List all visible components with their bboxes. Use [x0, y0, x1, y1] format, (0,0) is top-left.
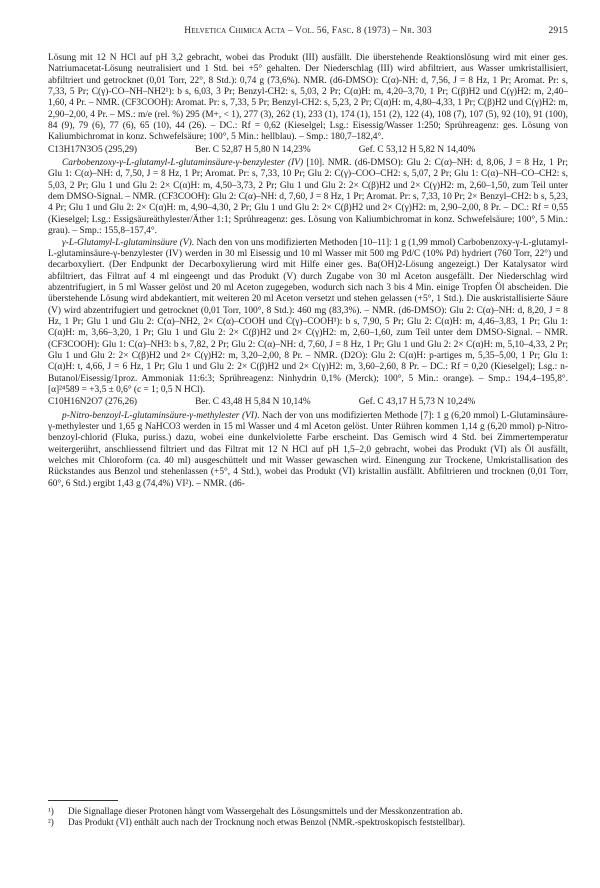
compound-title-v: γ-L-Glutamyl-L-glutaminsäure (V): [62, 237, 192, 248]
footnote-rule: [48, 800, 118, 801]
found-values: Gef. C 53,12 H 5,82 N 14,40%: [358, 144, 476, 155]
paragraph-compound-vi: [48, 411, 568, 490]
compound-title-vi: p-Nitro-benzoyl-L-glutaminsäure-γ-methylester (VI): [62, 410, 258, 421]
compound-text-vi: . Nach der von uns modifizierten Methode [7]: 1 g (6,20 mmol) L-Glutaminsäure-γ-methylester und 1,65 g NaHCO3 werden in 15 ml Wasser und 4 ml Aceton gelöst. Unter Rühren kommen 1,14 g (6,20 mmol) p-Nitro-benzoyl-chlorid (Fluka, puriss.) dazu, wobei eine dunkelviolette Farbe erscheint. Das Gemisch wird 4 Std. bei Zimmertemperatur weitergerührt, anschliessend filtriert und das Filtrat mit 12 N HCl auf pH 1,5–2,0 gebracht, wobei das Produkt (VI) als Öl ausfällt, welches mit Chloroform (ca. 40 ml) ausgeschüttelt und mit Wasser gewaschen wird. Einengung zur Trockene, Umkristallisation des Rückstandes aus Benzol und stehenlassen (+5°, 4 Std.), wobei das Produkt (VI) kristallin ausfällt. Abfiltrieren und trocknen (0,01 Torr, 60°, 6 Std.) ergibt 1,43 g (74,4%) VI²). – NMR. (d6-: [48, 410, 569, 489]
page-number: 2915: [548, 26, 568, 36]
article-body: [48, 53, 568, 490]
paragraph-product-iii: Lösung mit 12 N HCl auf pH 3,2 gebracht, wobei das Produkt (III) ausfällt. Die überstehende Reaktionslösung wird mit einer ges. Natriumacetat-Lösung neutralisiert und 1 Std. bei +5° gehalten. Der Niederschlag (III) wird abfiltriert, aus Wasser umkristallisiert, abfiltriert und getrocknet (0,01 Torr, 22°, 8 Std.): 0,74 g (73,6%). NMR. (d6-DMSO): C(α)-NH: d, 7,56, J = 8 Hz, 1 Pr; Aromat. Pr: s, 7,33, 5 Pr; C(γ)-CO–NH–NH2¹): b s, 6,03, 3 Pr; Benzyl-CH2: s, 5,03, 2 Pr; C(α)H: m, 4,20–3,70, 1 Pr; C(β)H2 und C(γ)H2: m, 2,40–1,60, 4 Pr. – NMR. (CF3COOH): Aromat. Pr: s, 7,33, 5 Pr; Benzyl-CH2: s, 5,23, 2 Pr; C(α)H: m, 4,80–4,33, 1 Pr; C(β)H2 und C(γ)H2: m, 2,90–2,00, 4 Pr. – MS.: m/e (rel. %) 295 (M+, < 1), 277 (3), 262 (1), 233 (1), 174 (1), 151 (2), 122 (4), 108 (7), 107 (5), 92 (10), 91 (100), 84 (9), 79 (6), 77 (6), 65 (10), 44 (26). – DC.: Rf = 0,62 (Kieselgel; Lsg.: Eisessig/Wasser 1:250; Sprühreagenz: ges. Lösung von Kaliumbichromat in konz. Schwefelsäure; 100°, 5 Min.: hellblau). – Smp.: 180,7–182,4°.: [48, 53, 568, 143]
footnote-mark: ²): [48, 817, 54, 828]
footnote-1: [48, 806, 568, 817]
compound-text-v: . Nach den von uns modifizierten Methoden [10–11]: 1 g (1,99 mmol) Carbobenzoxy-γ-L-glutamyl-L-glutaminsäure-γ-benzylester (IV) werden in 30 ml Eisessig und 10 ml Wasser mit 500 mg Pd/C (10% Pd) hydriert (760 Torr, 22°) und decarboxyliert. (Der Endpunkt der Decarboxylierung wird mit Hilfe einer ges. Ba(OH)2-Lösung angezeigt.) Der Katalysator wird abfiltriert, das Filtrat auf 4 ml eingeengt und das Produkt (V) durch Zugabe von 30 ml Aceton ausgefällt. Der Niederschlag wird abzentrifugiert, in 5 ml Wasser gelöst und 20 ml Aceton zugegeben, wodurch sich nach 3 bis 4 Min. einige Tropfen Öl abscheiden. Die überstehende Lösung wird abdekantiert, mit weiteren 20 ml Aceton versetzt und stehen gelassen (+5°, 1 Std.). Die auskristallisierte Säure (V) wird abzentrifugiert und getrocknet (0,01 Torr, 100°, 8 Std.): 460 mg (83,3%). – NMR. (d6-DMSO): Glu 2: C(α)–NH: d, 8,20, J = 8 Hz, 1 Pr; Glu 1 und Glu 2: C(α)–NH2, 2× C(α)–COOH und C(γ)–COOH¹): b s, 7,90, 5 Pr; Glu 2: C(α)H: m, 4,46–3,83, 1 Pr; Glu 1: C(α)H: m, 3,66–3,20, 1 Pr; Glu 1 und Glu 2: 2× C(β)H2 und 2× C(γ)H2: m, 2,60–1,60, zum Teil unter dem DMSO-Signal. – NMR. (CF3COOH): Glu 1: C(α)–NH3: b s, 7,82, 2 Pr; Glu 2: C(α)–NH: d, 7,60, J = 8 Hz, 1 Pr; Glu 1 und Glu 2: 2× C(α)H: m, 5,10–4,33, 2 Pr; Glu 1 und Glu 2: 2× C(β)H2 und 2× C(γ)H2: m, 3,20–2,00, 8 Pr. – NMR. (D2O): Glu 2: C(α)H: p-artiges m, 5,35–5,00, 1 Pr; Glu 1: C(α)H: t, 4,66, J = 6 Hz, 1 Pr; Glu 1 und Glu 2: 2× C(β)H2 und 2× C(γ)H2: m, 3,60–2,60, 8 Pr. – DC.: Rf = 0,20 (Kieselgel); Lsg.: n-Butanol/Eisessig/1proz. Ammoniak 11:6:3; Sprühreagenz: Ninhydrin 0,1% (Merck); 100°, 5 Min.: orange). – Smp.: 194,4–195,8°. [α]²⁴589 = +3,5 ± 0,6° (c = 1; 0,5 N HCl).: [48, 237, 568, 395]
paragraph-compound-iv: [48, 158, 568, 237]
paragraph-compound-v: [48, 238, 568, 397]
calculated-values: Ber. C 43,48 H 5,84 N 10,14%: [195, 397, 311, 408]
found-values: Gef. C 43,17 H 5,73 N 10,24%: [358, 397, 476, 408]
footnotes: [48, 806, 568, 828]
elemental-analysis-iii: [48, 145, 568, 156]
running-header: [48, 26, 568, 40]
elemental-analysis-v: [48, 397, 568, 408]
calculated-values: Ber. C 52,87 H 5,80 N 14,23%: [195, 144, 311, 155]
compound-text-iv: [10]. NMR. (d6-DMSO): Glu 2: C(α)–NH: d, 8,06, J = 8 Hz, 1 Pr; Glu 1: C(α)–NH: d, 7,50, J = 8 Hz, 1 Pr; Aromat. Pr: s, 7,33, 10 Pr; Glu 2: C(γ)–COO–CH2: s, 5,07, 2 Pr; Glu 1: C(α)–NH–CO–CH2: s, 5,03, 2 Pr; Glu 1 und Glu 2: 2× C(α)H: m, 4,50–3,73, 2 Pr; Glu 1 und Glu 2: 2× C(β)H2 und 2× C(γ)H2: m, 2,60–1,50, zum Teil unter dem DMSO-Signal. – NMR. (CF3COOH): Glu 2: C(α)–NH: d, 7,60, J = 8 Hz, 1 Pr; Aromat. Pr: s, 7,33, 10 Pr; 2× Benzyl–CH2: b s, 5,23, 4 Pr; Glu 1 und Glu 2: 2× C(α)H: m, 4,90–4,30, 2 Pr; Glu 1 und Glu 2: 2× C(β)H2 und 2× C(γ)H2: m, 2,90–2,00, 8 Pr. – DC.: Rf = 0,55 (Kieselgel; Lsg.: Essigsäureäthylester/Äther 1:1; Sprühreagenz: ges. Lösung von Kaliumbichromat in konz. Schwefelsäure; 100°, 5 Min.: grau). – Smp.: 155,8–157,4°.: [48, 158, 568, 237]
footnote-mark: ¹): [48, 806, 54, 816]
journal-title: Helvetica Chimica Acta – Vol. 56, Fasc. 8 (1973) – Nr. 303: [184, 26, 432, 36]
molecular-formula: C13H17N3O5 (295,29): [48, 144, 138, 155]
footnote-text: Das Produkt (VI) enthält auch nach der Trocknung noch etwas Benzol (NMR.-spektroskopisch feststellbar).: [68, 817, 466, 828]
molecular-formula: C10H16N2O7 (276,26): [48, 397, 138, 408]
compound-title-iv: Carbobenzoxy-γ-L-glutamyl-L-glutaminsäure-γ-benzylester (IV): [62, 158, 304, 169]
footnote-text: Die Signallage dieser Protonen hängt vom Wassergehalt des Lösungsmittels und der Messkonzentration ab.: [68, 806, 463, 816]
footnote-2: [48, 817, 568, 828]
